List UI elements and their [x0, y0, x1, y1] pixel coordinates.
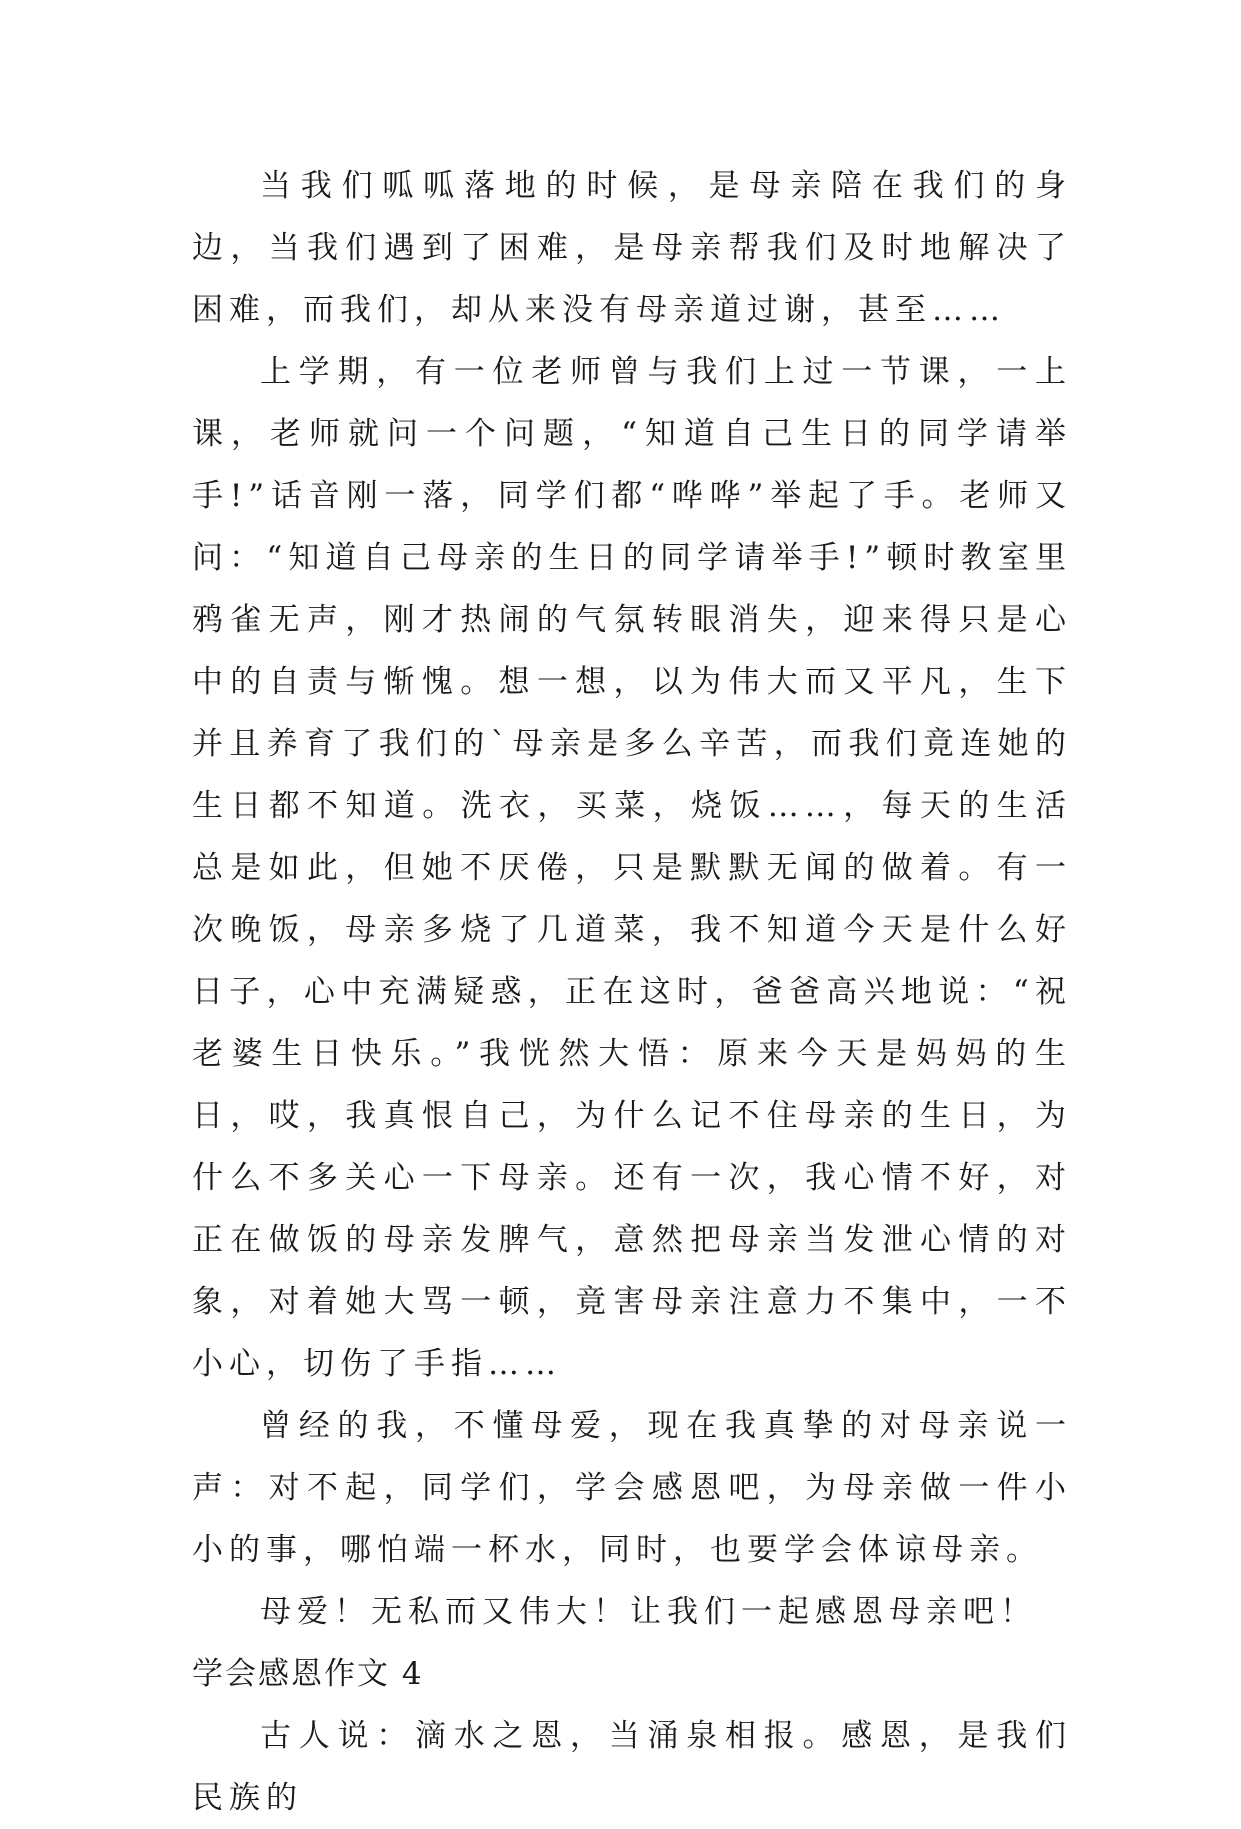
paragraph-2: 上学期，有一位老师曾与我们上过一节课，一上课，老师就问一个问题，“知道自己生日的同学请举手!”话音刚一落，同学们都“哗哗”举起了手。老师又问：“知道自己母亲的生日的同学请举手!”顿时教室里鸦雀无声，刚才热闹的气氛转眼消失，迎来得只是心中的自责与惭愧。想一想，以为伟大而又平凡，生下并且养育了我们的`母亲是多么辛苦，而我们竟连她的生日都不知道。洗衣，买菜，烧饭……，每天的生活总是如此，但她不厌倦，只是默默无闻的做着。有一次晚饭，母亲多烧了几道菜，我不知道今天是什么好日子，心中充满疑惑，正在这时，爸爸高兴地说：“祝老婆生日快乐。”我恍然大悟：原来今天是妈妈的生日，哎，我真恨自己，为什么记不住母亲的生日，为什么不多关心一下母亲。还有一次，我心情不好，对正在做饭的母亲发脾气，意然把母亲当发泄心情的对象，对着她大骂一顿，竟害母亲注意力不集中，一不小心，切伤了手指……: [192, 354, 1072, 1382]
paragraph-5: 古人说：滴水之恩，当涌泉相报。感恩，是我们民族的: [192, 1718, 1072, 1816]
paragraph-4: 母爱！无私而又伟大！让我们一起感恩母亲吧！: [260, 1594, 1037, 1630]
document-body: [192, 155, 1072, 1829]
section-title: 学会感恩作文 4: [192, 1656, 424, 1692]
paragraph-3: 曾经的我，不懂母爱，现在我真挚的对母亲说一声：对不起，同学们，学会感恩吧，为母亲做一件小小的事，哪怕端一杯水，同时，也要学会体谅母亲。: [192, 1408, 1072, 1568]
paragraph-1: 当我们呱呱落地的时候，是母亲陪在我们的身边，当我们遇到了困难，是母亲帮我们及时地解决了困难，而我们，却从来没有母亲道过谢，甚至……: [192, 168, 1072, 328]
